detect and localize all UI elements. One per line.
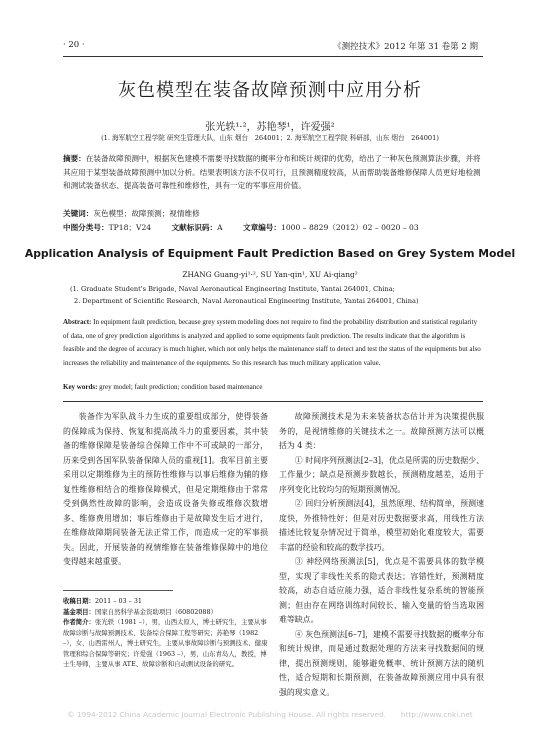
journal-header: 《测控技术》2012 年第 31 卷第 2 期 — [333, 42, 478, 52]
doc-code-value: A — [217, 223, 223, 232]
authors-cn: 张光轶¹·²，苏艳琴¹，许爱强² — [205, 122, 335, 133]
keywords-cn-text: 灰色模型；故障预测；视情维修 — [93, 209, 200, 218]
paper-title-en: Application Analysis of Equipment Fault Prediction Based on Grey System Model — [24, 247, 516, 260]
doc-code-label: 文献标识码： — [171, 223, 218, 232]
header-rule — [63, 56, 483, 57]
keywords-en-text: grey model; fault prediction; condition based maintenance — [99, 383, 263, 391]
method-item-1: ① 时间序列预测法[2–3]，优点是所需的历史数据少、工作量少；缺点是预测步数越长，预测精度越差，适用于序列变化比较均匀的短期预测情况。 — [279, 455, 484, 494]
affiliation-en-1: (1. Graduate Student's Brigade, Naval Aeronautical Engineering Institute, Yantai 264001, China; — [70, 285, 395, 293]
method-item-2: ② 回归分析预测法[4]，虽然原理、结构简单，预测速度快，外推特性好；但是对历史数据要求高，用线性方法描述比较复杂情况过于简单，模型初始化难度较大，需要丰富的经验和较高的数学技巧。 — [279, 499, 484, 552]
article-no-value: 1000 – 8829（2012）02 – 0020 – 03 — [281, 223, 419, 232]
paper-title-cn: 灰色模型在装备故障预测中应用分析 — [118, 80, 422, 101]
abstract-cn-text: 在装备故障预测中，根据灰色建模不需要寻找数据的概率分布和统计规律的优势，给出了一种灰色预测算法步骤，并将其应用于某型装备故障预测中加以分析。结果表明该方法不仅可行，且预测精度较高，从而帮助装备维修保障人员更好地检测和测试装备状态、提高装备可靠性和维修性，具有一定的军事应用价值。 — [63, 154, 481, 190]
keywords-en-label: Key words: — [63, 383, 98, 391]
keywords-cn — [63, 207, 483, 221]
clc-value: TP18；V24 — [108, 223, 152, 232]
clc-label: 中图分类号： — [63, 223, 109, 232]
abstract-cn — [63, 152, 483, 193]
abstract-rule — [63, 401, 483, 402]
abstract-en-label: Abstract: — [63, 318, 92, 326]
affiliation-en-2: 2. Department of Scientific Research, Naval Aeronautical Engineering Institute, Yantai 264001, China) — [74, 297, 419, 305]
method-item-3: ③ 神经网络预测法[5]，优点是不需要具体的数学模型，实现了非线性关系的隐式表达；容错性好，预测精度较高，动态自适应能力强，适合非线性复杂系统的智能预测；但由存在网络训练时间较长、输入变量的恰当选取困难等缺点。 — [279, 557, 484, 624]
page-number: · 20 · — [63, 40, 85, 50]
abstract-en-text: In equipment fault prediction, because grey system modeling does not require to find the probability distribution and statistical regularity of data, one of grey prediction algorithms is analyzed and applied to some equipments fault prediction. The results indicate that the algorithm is feasible and the degree of accuracy is much higher, which not only helps the maintenance staff to detect and test the status of the equipments but also increases the reliability and maintenance of the equipments. So this research has much military application value. — [63, 318, 481, 367]
authors-en: ZHANG Guang-yi¹·², SU Yan-qin¹, XU Ai-qiang² — [182, 270, 358, 279]
footnote — [63, 596, 268, 670]
classification-cn — [63, 221, 483, 235]
keywords-en — [63, 381, 483, 395]
footnote-rule — [63, 590, 173, 591]
affiliation-cn: (1. 海军航空工程学院 研究生管理大队，山东 烟台 264001；2. 海军航空工程学院 科研部，山东 烟台 264001) — [101, 134, 439, 142]
copyright-watermark: © 1994-2012 China Academic Journal Electronic Publishing House. All rights reserved. http://www.cnki.net — [67, 710, 473, 719]
article-no-label: 文章编号： — [243, 223, 281, 232]
abstract-en — [63, 316, 483, 370]
fund-info: 基金项目：国家自然科学基金资助项目（60802088） — [63, 607, 217, 616]
abstract-cn-label: 摘要： — [63, 154, 86, 163]
right-column — [279, 410, 484, 700]
left-column-text: 装备作为军队战斗力生成的重要组成部分，使得装备的保障成为保持、恢复和提高战斗力的重要因素，其中装备的维修保障是装备综合保障工作中不可或缺的一部分，历来受到各国军队装备保障人员的重视[1]。我军目前主要采用以定期维修为主的预防性维修与以事后维修为辅的修复性维修相结合的维修保障模式，但是定期维修由于常常受到偶然性故障的影响，会造成设备失修或维修次数增多、维修费用增加；事后维修由于是故障发生后才进行，在维修故障期间装备无法正常工作，而造成一定的军事损失。因此，开展装备的视情维修在装备维修保障中的地位变得越来越重要。 — [63, 412, 268, 566]
right-column-intro: 故障预测技术是为未来装备状态估计并为决策提供服务的，是视情维修的关键技术之一。故障预测方法可以概括为 4 类： — [279, 412, 484, 450]
received-date: 收稿日期：2011 – 03 – 31 — [63, 597, 142, 605]
author-bio: 作者简介：张光轶（1981 –），男，山西太原人，博士研究生，主要从事故障诊断与故障预测技术、装备综合保障工程等研究；苏艳琴（1982 –），女，山西雷州人，博士研究生，主要从事故障诊断与预测技术、健康管理和综合保障等研究；许爱强（1963 –），男，山东青岛人，教授，博士生导师，主要从事 ATE、故障诊断和自动测试设备的研究。 — [63, 618, 268, 668]
keywords-cn-label: 关键词： — [63, 209, 94, 218]
method-item-4: ④ 灰色预测法[6–7]，建模不需要寻找数据的概率分布和统计规律，而是通过数据处理的方法来寻找数据间的规律，提出预测规则，能够避免概率、统计预测方法的随机性，适合短期和长期预测，在装备故障预测应用中具有很强的现实意义。 — [279, 629, 484, 697]
